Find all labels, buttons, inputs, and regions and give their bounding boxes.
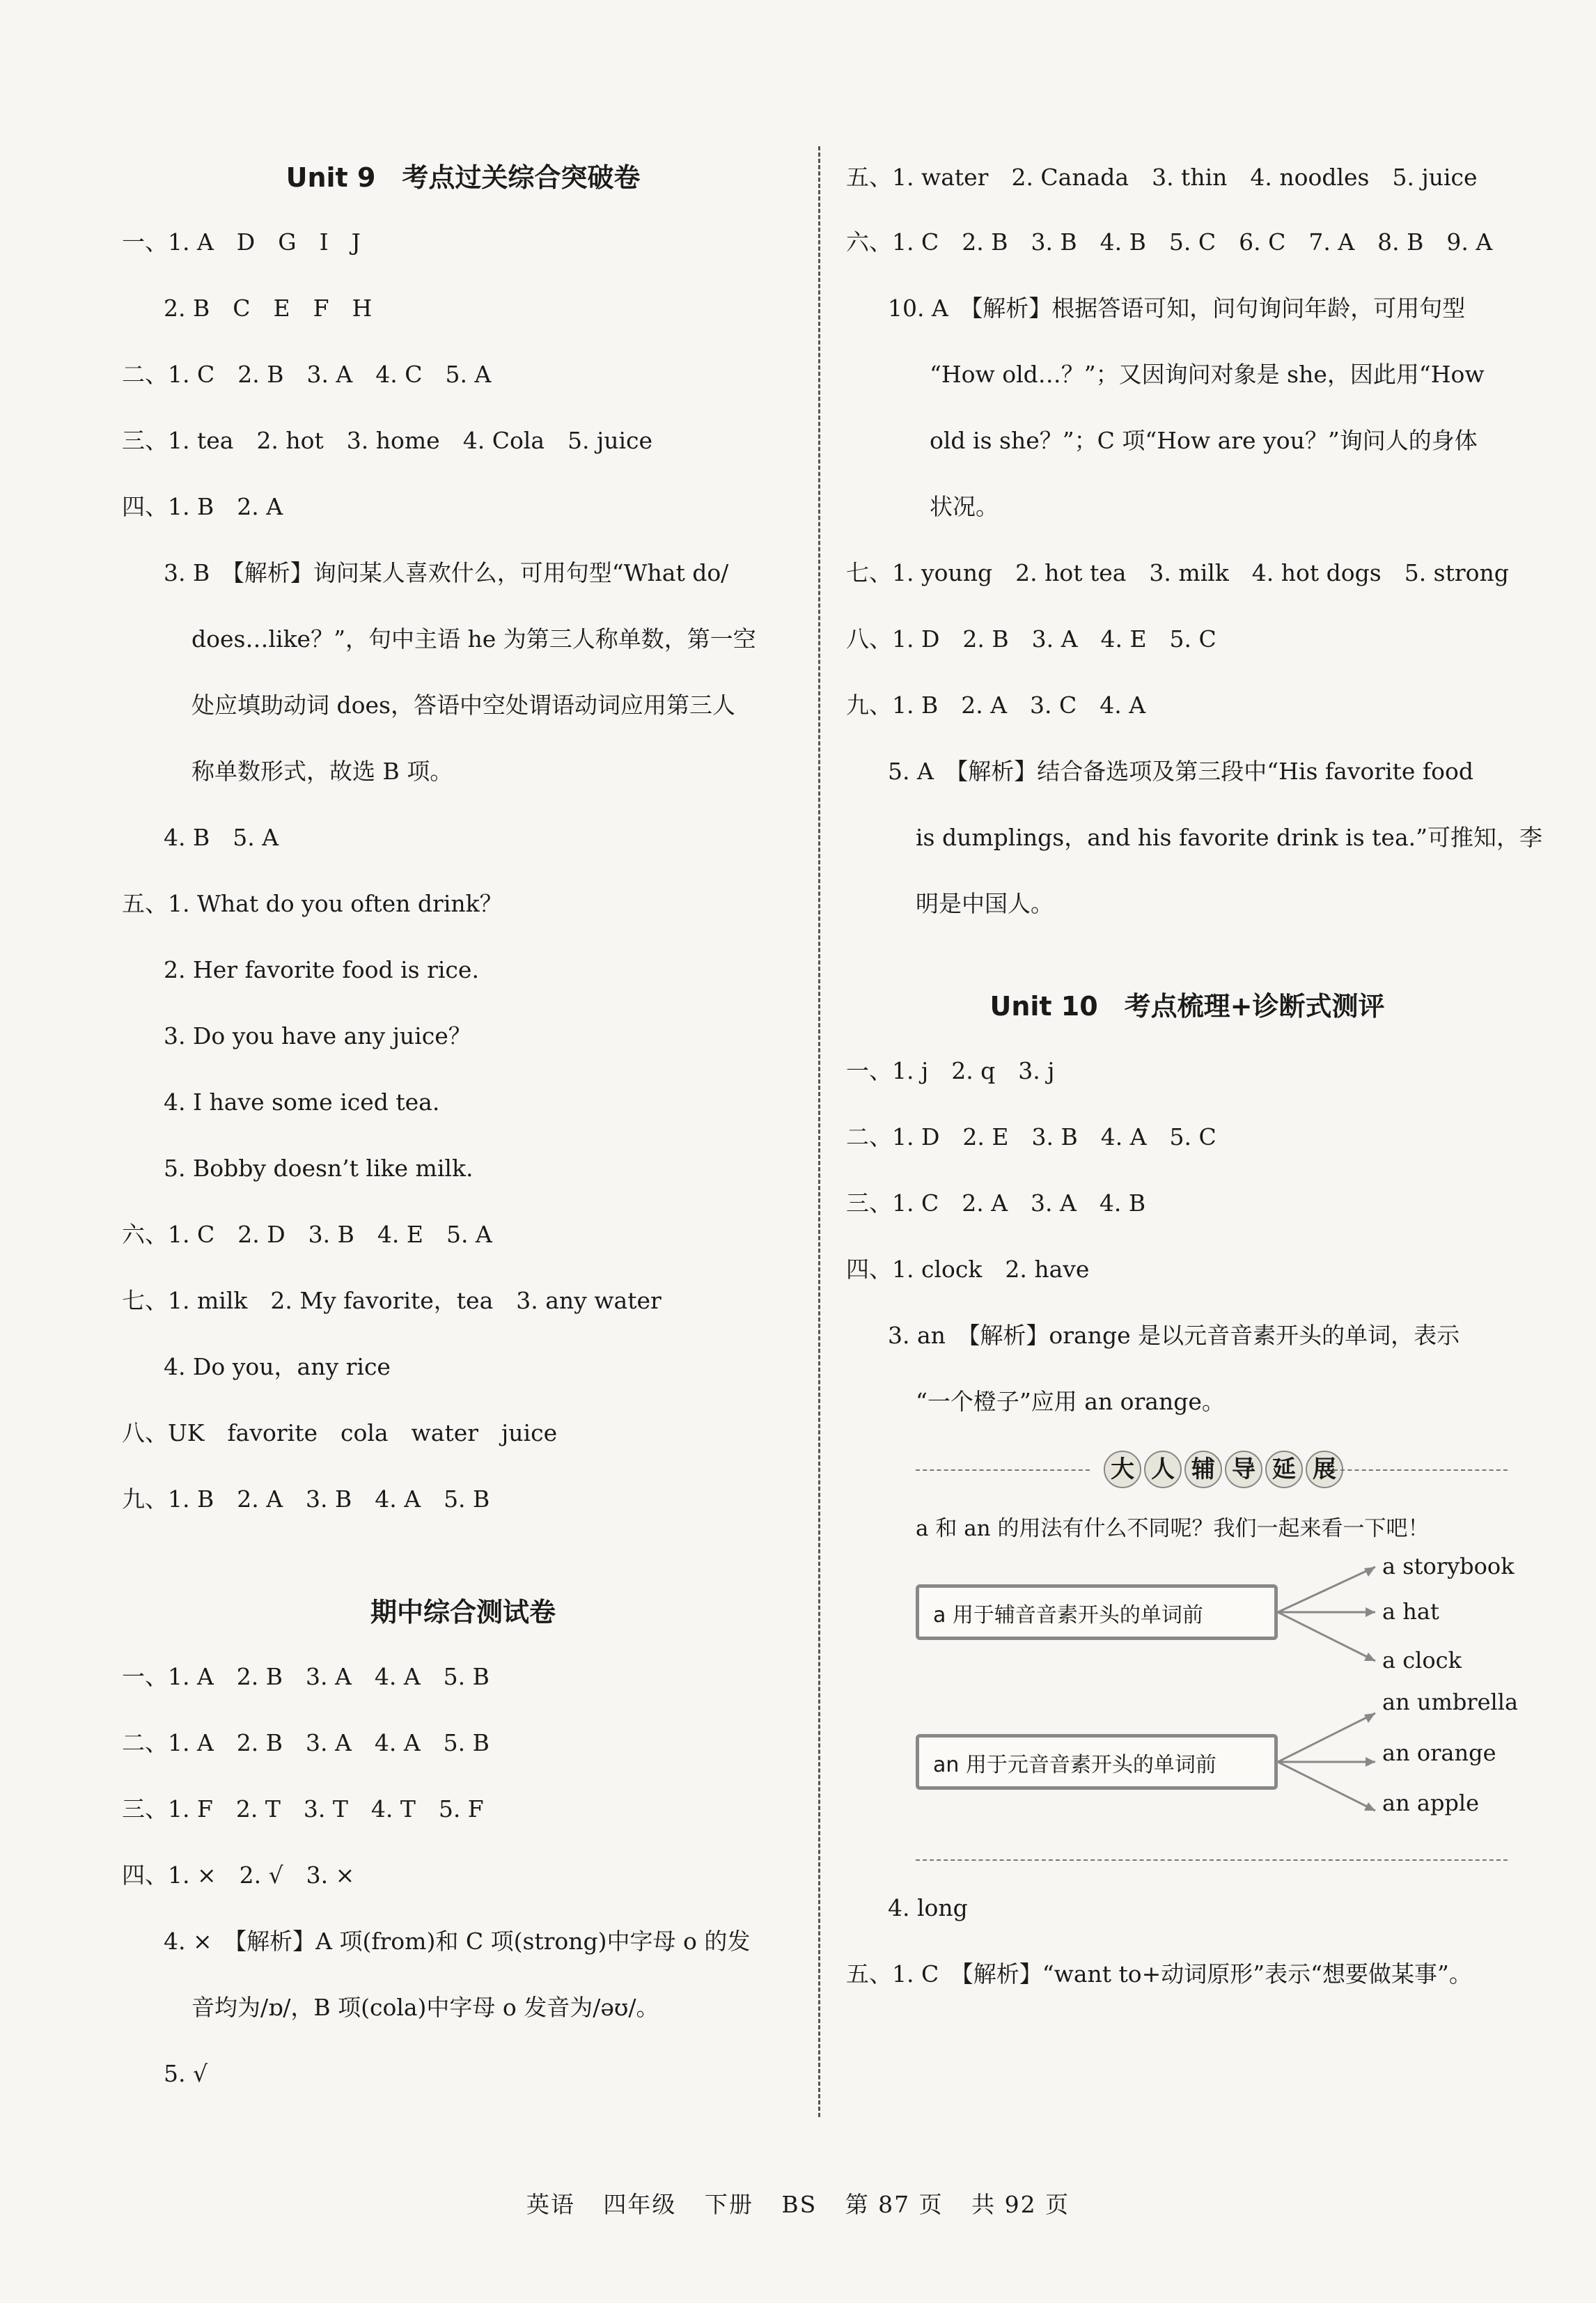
answer-line: 二、1. D 2. E 3. B 4. A 5. C <box>846 1123 1216 1150</box>
a-word: a clock <box>1382 1647 1462 1673</box>
a-word: a storybook <box>1382 1553 1515 1579</box>
explanation-line: does…like？”，句中主语 he 为第三人称单数，第一空 <box>191 625 756 653</box>
banner-end-dash <box>916 1859 1508 1861</box>
right-column <box>846 146 1542 2007</box>
explanation-line: 明是中国人。 <box>916 890 1054 917</box>
explanation-line: 10. A 【解析】根据答语可知，问句询问年龄，可用句型 <box>888 295 1466 322</box>
answer-line: 二、1. C 2. B 3. A 4. C 5. A <box>122 361 492 388</box>
left-column <box>122 146 804 2107</box>
answer-line: 四、1. clock 2. have <box>846 1256 1090 1283</box>
banner-dash-right <box>1333 1469 1508 1471</box>
an-word: an orange <box>1382 1740 1496 1766</box>
answer-line: 八、1. D 2. B 3. A 4. E 5. C <box>846 625 1216 653</box>
answer-line: 二、1. A 2. B 3. A 4. A 5. B <box>122 1729 490 1756</box>
answer-line: 4. long <box>888 1894 968 1921</box>
midterm-title: 期中综合测试卷 <box>370 1597 556 1627</box>
answer-line: 三、1. C 2. A 3. A 4. B <box>846 1189 1146 1217</box>
answer-line: 三、1. F 2. T 3. T 4. T 5. F <box>122 1795 484 1822</box>
banner-char: 人 <box>1144 1451 1182 1488</box>
banner-char: 延 <box>1265 1451 1303 1488</box>
column-divider <box>818 146 820 2117</box>
explanation-line: old is she？”；C 项“How are you？”询问人的身体 <box>930 427 1478 454</box>
footer-volume: 下册 <box>704 2191 753 2218</box>
answer-line: 5. Bobby doesn’t like milk. <box>164 1155 474 1182</box>
answer-line: 六、1. C 2. D 3. B 4. E 5. A <box>122 1221 492 1248</box>
answer-line: 五、1. What do you often drink？ <box>122 890 503 917</box>
explanation-line: “一个橙子”应用 an orange。 <box>916 1388 1225 1415</box>
a-an-diagram <box>846 1553 1528 1852</box>
banner-char: 导 <box>1225 1451 1262 1488</box>
footer-edition: BS <box>781 2191 817 2218</box>
footer-subject: 英语 <box>526 2191 575 2218</box>
answer-line: 四、1. B 2. A <box>122 493 283 520</box>
answer-line: 六、1. C 2. B 3. B 4. B 5. C 6. C 7. A 8. B 9. A <box>846 228 1493 256</box>
unit10-title: Unit 10 考点梳理+诊断式测评 <box>989 991 1385 1022</box>
answer-line: 4. I have some iced tea. <box>164 1088 440 1116</box>
explanation-line: 5. A 【解析】结合备选项及第三段中“His favorite food <box>888 758 1474 785</box>
explanation-line: 状况。 <box>930 493 999 520</box>
explanation-line: 3. B 【解析】询问某人喜欢什么，可用句型“What do/ <box>164 559 729 586</box>
a-rule-box: a 用于辅音音素开头的单词前 <box>916 1584 1278 1640</box>
arrows-graphic <box>1278 1560 1382 1852</box>
answer-line: 2. Her favorite food is rice. <box>164 956 479 983</box>
ext-question: a 和 an 的用法有什么不同呢？我们一起来看一下吧！ <box>916 1516 1430 1541</box>
answer-line: 3. Do you have any juice？ <box>164 1022 471 1049</box>
answer-line: 5. √ <box>164 2060 208 2087</box>
unit9-title: Unit 9 考点过关综合突破卷 <box>285 162 641 193</box>
banner-label <box>1104 1449 1346 1490</box>
explanation-line: 称单数形式，故选 B 项。 <box>191 758 453 785</box>
answer-line: 4. B 5. A <box>164 824 279 851</box>
answer-line: 七、1. milk 2. My favorite，tea 3. any water <box>122 1287 662 1314</box>
answer-line: 五、1. water 2. Canada 3. thin 4. noodles 5. juice <box>846 164 1478 191</box>
explanation-line: is dumplings，and his favorite drink is tea.”可推知，李 <box>916 824 1542 851</box>
an-word: an apple <box>1382 1790 1480 1816</box>
answer-line: 九、1. B 2. A 3. B 4. A 5. B <box>122 1485 490 1513</box>
answer-line: 九、1. B 2. A 3. C 4. A <box>846 692 1146 719</box>
banner-char: 辅 <box>1184 1451 1222 1488</box>
answer-line: 一、1. A 2. B 3. A 4. A 5. B <box>122 1663 490 1690</box>
banner-char: 展 <box>1306 1451 1343 1488</box>
an-word: an umbrella <box>1382 1689 1519 1715</box>
answer-line: 4. Do you，any rice <box>164 1353 391 1380</box>
explanation-line: 处应填助动词 does，答语中空处谓语动词应用第三人 <box>191 692 735 719</box>
answer-line: 一、1. A D G I J <box>122 228 361 256</box>
footer-grade: 四年级 <box>603 2191 677 2218</box>
a-word: a hat <box>1382 1598 1439 1625</box>
footer-page: 第 87 页 <box>845 2191 944 2218</box>
answer-line: 八、UK favorite cola water juice <box>122 1419 558 1446</box>
answer-line: 一、1. j 2. q 3. j <box>846 1057 1055 1084</box>
answer-line: 三、1. tea 2. hot 3. home 4. Cola 5. juice <box>122 427 653 454</box>
banner-dash-left <box>916 1469 1090 1471</box>
footer-total: 共 92 页 <box>971 2191 1070 2218</box>
explanation-line: 3. an 【解析】orange 是以元音音素开头的单词，表示 <box>888 1322 1460 1349</box>
answer-line: 2. B C E F H <box>164 295 373 322</box>
page-footer <box>0 2187 1596 2219</box>
explanation-line: 4. × 【解析】A 项(from)和 C 项(strong)中字母 o 的发 <box>164 1928 751 1955</box>
answer-line: 七、1. young 2. hot tea 3. milk 4. hot dogs 5. strong <box>846 559 1509 586</box>
explanation-line: 音均为/ɒ/，B 项(cola)中字母 o 发音为/əʊ/。 <box>191 1994 659 2021</box>
answer-line: 五、1. C 【解析】“want to+动词原形”表示“想要做某事”。 <box>846 1960 1472 1988</box>
answer-line: 四、1. × 2. √ 3. × <box>122 1861 355 1889</box>
an-rule-box: an 用于元音音素开头的单词前 <box>916 1734 1278 1790</box>
banner-char: 大 <box>1104 1451 1141 1488</box>
parent-guidance-banner <box>846 1442 1528 1497</box>
explanation-line: “How old…？”；又因询问对象是 she，因此用“How <box>930 361 1485 388</box>
